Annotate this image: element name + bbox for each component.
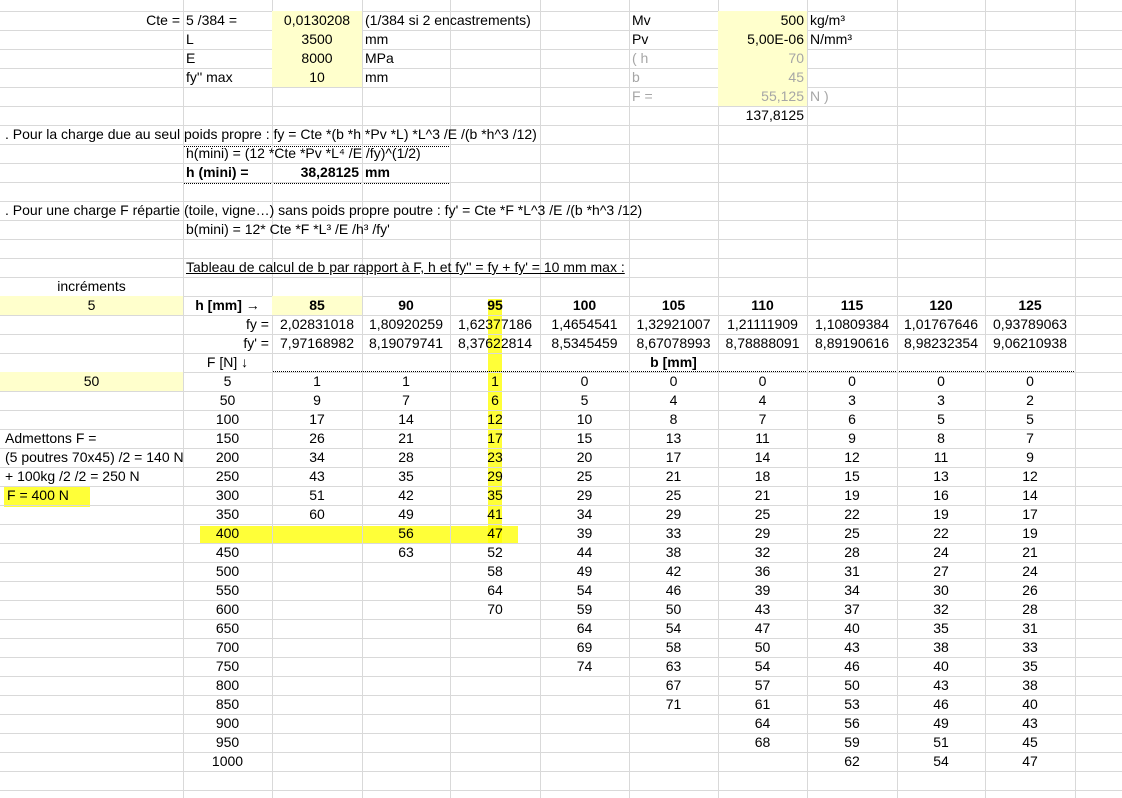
b-axis-label[interactable]: b [mm] — [650, 354, 697, 370]
b-value[interactable]: 0 — [669, 373, 678, 389]
b-value[interactable]: 5 — [1026, 411, 1034, 427]
param-name[interactable]: 5 /384 = — [186, 12, 237, 28]
fyp-value[interactable]: 8,19079741 — [369, 335, 443, 351]
b-value[interactable]: 23 — [487, 449, 503, 465]
param-name[interactable]: E — [186, 50, 196, 66]
f-start-value-input[interactable]: 50 — [0, 372, 183, 391]
f-value[interactable]: 550 — [215, 582, 240, 598]
h-value-125[interactable]: 125 — [1018, 297, 1042, 313]
hmini-value[interactable]: 38,28125 — [300, 164, 359, 180]
h-value-90[interactable]: 90 — [398, 297, 414, 313]
b-value[interactable]: 34 — [576, 506, 593, 522]
param-right-value[interactable]: 500 — [718, 11, 807, 30]
fy-value[interactable]: 0,93789063 — [993, 316, 1067, 332]
b-value[interactable]: 47 — [487, 525, 503, 541]
b-value[interactable]: 47 — [754, 620, 771, 636]
fyp-label[interactable]: fy' = — [243, 335, 269, 351]
hmini-unit[interactable]: mm — [365, 164, 390, 180]
b-value[interactable]: 11 — [933, 449, 949, 465]
f-value[interactable]: 100 — [215, 411, 240, 427]
b-value[interactable]: 17 — [665, 449, 682, 465]
b-value[interactable]: 13 — [665, 430, 682, 446]
b-value[interactable]: 59 — [844, 734, 860, 750]
param-right-value[interactable]: 137,8125 — [745, 107, 804, 123]
param-right-value[interactable]: 70 — [718, 49, 807, 68]
b-value[interactable]: 46 — [844, 658, 860, 674]
b-value[interactable]: 53 — [844, 696, 860, 712]
f-axis-label[interactable]: F [N] ↓ — [206, 354, 249, 370]
b-value[interactable]: 17 — [309, 411, 325, 427]
b-value[interactable]: 31 — [1022, 620, 1038, 636]
b-value[interactable]: 22 — [933, 525, 949, 541]
f-value[interactable]: 600 — [215, 601, 240, 617]
b-value[interactable]: 9 — [1026, 449, 1034, 465]
b-value[interactable]: 30 — [933, 582, 949, 598]
param-unit[interactable]: (1/384 si 2 encastrements) — [365, 12, 531, 28]
table-title[interactable]: Tableau de calcul de b par rapport à F, h et fy'' = fy + fy' = 10 mm max : — [186, 259, 625, 275]
fy-value[interactable]: 1,32921007 — [636, 316, 711, 332]
b-value[interactable]: 64 — [576, 620, 593, 636]
b-value[interactable]: 74 — [576, 658, 593, 674]
increments-label[interactable]: incréments — [57, 278, 126, 294]
b-value[interactable]: 18 — [754, 468, 771, 484]
b-value[interactable]: 51 — [933, 734, 949, 750]
b-value[interactable]: 43 — [754, 601, 771, 617]
b-value[interactable]: 29 — [665, 506, 682, 522]
param-unit[interactable]: mm — [365, 69, 389, 85]
f-value[interactable]: 950 — [215, 734, 240, 750]
b-value[interactable]: 35 — [487, 487, 503, 503]
b-value[interactable]: 7 — [402, 392, 410, 408]
param-right-unit[interactable]: N/mm³ — [810, 31, 852, 47]
b-value[interactable]: 38 — [933, 639, 949, 655]
text-charge-poids-propre[interactable]: . Pour la charge due au seul poids propre : fy = Cte *(b *h *Pv *L) *L^3 /E /(b *h^3 /12) — [5, 126, 537, 142]
b-value[interactable]: 38 — [1022, 677, 1038, 693]
param-right-unit[interactable]: kg/m³ — [810, 12, 845, 28]
b-value[interactable]: 0 — [937, 373, 945, 389]
f-value[interactable]: 850 — [215, 696, 240, 712]
b-value[interactable]: 49 — [933, 715, 949, 731]
b-value[interactable]: 59 — [576, 601, 593, 617]
fy-value[interactable]: 1,4654541 — [551, 316, 618, 332]
b-value[interactable]: 15 — [844, 468, 860, 484]
b-value[interactable]: 7 — [1026, 430, 1034, 446]
h-value-95[interactable]: 95 — [487, 297, 503, 313]
fyp-value[interactable]: 8,89190616 — [815, 335, 889, 351]
b-value[interactable]: 50 — [844, 677, 860, 693]
grid-col-line — [1075, 0, 1076, 798]
b-value[interactable]: 63 — [665, 658, 682, 674]
b-value[interactable]: 50 — [665, 601, 682, 617]
param-value-input[interactable]: 0,0130208 — [272, 11, 362, 30]
b-value[interactable]: 1 — [313, 373, 321, 389]
fy-value[interactable]: 2,02831018 — [280, 316, 354, 332]
b-value[interactable]: 60 — [309, 506, 325, 522]
b-value[interactable]: 41 — [487, 506, 503, 522]
f-value[interactable]: 350 — [215, 506, 240, 522]
b-value[interactable]: 50 — [754, 639, 771, 655]
b-value[interactable]: 4 — [758, 392, 767, 408]
b-value[interactable]: 5 — [580, 392, 589, 408]
b-value[interactable]: 21 — [398, 430, 414, 446]
b-value[interactable]: 43 — [309, 468, 325, 484]
f-value[interactable]: 200 — [215, 449, 240, 465]
b-value[interactable]: 38 — [665, 544, 682, 560]
fy-value[interactable]: 1,62377186 — [458, 316, 532, 332]
b-value[interactable]: 4 — [669, 392, 678, 408]
f-value[interactable]: 400 — [215, 525, 240, 541]
b-value[interactable]: 26 — [309, 430, 325, 446]
b-value[interactable]: 1 — [402, 373, 410, 389]
b-value[interactable]: 40 — [933, 658, 949, 674]
fyp-value[interactable]: 8,5345459 — [551, 335, 618, 351]
f-value[interactable]: 650 — [215, 620, 240, 636]
param-unit[interactable]: mm — [365, 31, 389, 47]
note-plus-charge[interactable]: + 100kg /2 /2 = 250 N — [5, 468, 140, 484]
b-value[interactable]: 34 — [309, 449, 325, 465]
b-value[interactable]: 29 — [487, 468, 503, 484]
grid-row-line — [0, 87, 1122, 88]
f-value[interactable]: 900 — [215, 715, 240, 731]
b-value[interactable]: 39 — [576, 525, 593, 541]
b-value[interactable]: 51 — [309, 487, 325, 503]
b-value[interactable]: 64 — [754, 715, 771, 731]
b-value[interactable]: 28 — [1022, 601, 1038, 617]
b-value[interactable]: 19 — [1022, 525, 1038, 541]
b-value[interactable]: 39 — [754, 582, 771, 598]
fyp-value[interactable]: 7,97168982 — [280, 335, 354, 351]
b-value[interactable]: 35 — [1022, 658, 1038, 674]
b-value[interactable]: 52 — [487, 544, 503, 560]
b-value[interactable]: 64 — [487, 582, 503, 598]
b-value[interactable]: 16 — [933, 487, 949, 503]
grid-row-line — [0, 239, 1122, 240]
b-value[interactable]: 13 — [933, 468, 949, 484]
fyp-value[interactable]: 8,98232354 — [904, 335, 978, 351]
b-value[interactable]: 63 — [398, 544, 414, 560]
b-value[interactable]: 54 — [754, 658, 771, 674]
b-value[interactable]: 24 — [933, 544, 949, 560]
b-value[interactable]: 45 — [1022, 734, 1038, 750]
b-value[interactable]: 49 — [576, 563, 593, 579]
param-unit[interactable]: MPa — [365, 50, 394, 66]
b-value[interactable]: 42 — [398, 487, 414, 503]
b-value[interactable]: 24 — [1022, 563, 1038, 579]
param-right-name[interactable]: ( h — [632, 50, 649, 66]
b-value[interactable]: 58 — [665, 639, 682, 655]
param-right-value[interactable]: 45 — [718, 68, 807, 87]
param-right-name[interactable]: b — [632, 69, 640, 85]
b-value[interactable]: 33 — [665, 525, 682, 541]
f-value[interactable]: 700 — [215, 639, 240, 655]
b-value[interactable]: 49 — [398, 506, 414, 522]
param-right-value[interactable]: 55,125 — [718, 87, 807, 106]
b-value[interactable]: 61 — [754, 696, 771, 712]
fyp-value[interactable]: 8,37622814 — [458, 335, 532, 351]
b-value[interactable]: 10 — [576, 411, 593, 427]
b-value[interactable]: 27 — [933, 563, 949, 579]
b-value[interactable]: 6 — [491, 392, 499, 408]
b-value[interactable]: 14 — [398, 411, 414, 427]
b-value[interactable]: 31 — [844, 563, 860, 579]
b-value[interactable]: 58 — [487, 563, 503, 579]
b-value[interactable]: 12 — [487, 411, 503, 427]
b-value[interactable]: 25 — [754, 506, 771, 522]
b-value[interactable]: 35 — [398, 468, 414, 484]
h-value-110[interactable]: 110 — [751, 297, 774, 313]
b-value[interactable]: 3 — [937, 392, 945, 408]
b-value[interactable]: 14 — [754, 449, 771, 465]
b-value[interactable]: 68 — [754, 734, 771, 750]
f-value[interactable]: 5 — [223, 373, 232, 389]
fy-label[interactable]: fy = — [246, 316, 269, 332]
b-value[interactable]: 44 — [576, 544, 593, 560]
b-value[interactable]: 19 — [844, 487, 860, 503]
b-value[interactable]: 0 — [758, 373, 767, 389]
b-value[interactable]: 54 — [665, 620, 682, 636]
b-value[interactable]: 1 — [491, 373, 499, 389]
f-value[interactable]: 300 — [215, 487, 240, 503]
param-right-value[interactable]: 5,00E-06 — [718, 30, 807, 49]
fy-value[interactable]: 1,21111909 — [727, 316, 798, 332]
b-value[interactable]: 54 — [933, 753, 949, 769]
grid-row-line — [0, 106, 1122, 107]
b-value[interactable]: 35 — [933, 620, 949, 636]
b-value[interactable]: 43 — [1022, 715, 1038, 731]
grid-row-line — [0, 163, 1122, 164]
b-value[interactable]: 40 — [1022, 696, 1038, 712]
b-value[interactable]: 7 — [758, 411, 767, 427]
b-value[interactable]: 29 — [576, 487, 593, 503]
b-value[interactable]: 37 — [844, 601, 860, 617]
f-value[interactable]: 1000 — [211, 753, 244, 769]
b-value[interactable]: 9 — [848, 430, 856, 446]
b-value[interactable]: 2 — [1026, 392, 1034, 408]
b-value[interactable]: 43 — [933, 677, 949, 693]
b-value[interactable]: 29 — [754, 525, 771, 541]
b-value[interactable]: 21 — [1022, 544, 1038, 560]
param-right-name[interactable]: Pv — [632, 31, 649, 47]
b-value[interactable]: 36 — [754, 563, 771, 579]
b-value[interactable]: 56 — [844, 715, 860, 731]
b-value[interactable]: 11 — [755, 430, 770, 446]
b-value[interactable]: 46 — [933, 696, 949, 712]
f-value[interactable]: 150 — [215, 430, 240, 446]
b-value[interactable]: 5 — [937, 411, 945, 427]
fyp-value[interactable]: 8,67078993 — [636, 335, 711, 351]
f-value[interactable]: 750 — [215, 658, 240, 674]
b-value[interactable]: 25 — [844, 525, 860, 541]
increments-value-input[interactable]: 5 — [0, 296, 183, 315]
b-value[interactable]: 19 — [933, 506, 949, 522]
h-value-100[interactable]: 100 — [572, 297, 597, 313]
b-value[interactable]: 40 — [844, 620, 860, 636]
h-axis-label[interactable]: h [mm] → — [195, 297, 260, 313]
b-value[interactable]: 42 — [665, 563, 682, 579]
b-value[interactable]: 32 — [933, 601, 949, 617]
b-value[interactable]: 3 — [848, 392, 856, 408]
param-name[interactable]: L — [186, 31, 194, 47]
fy-value[interactable]: 1,01767646 — [904, 316, 978, 332]
b-value[interactable]: 21 — [665, 468, 682, 484]
b-value[interactable]: 26 — [1022, 582, 1038, 598]
h-value-85[interactable]: 85 — [272, 296, 362, 315]
b-value[interactable]: 25 — [576, 468, 593, 484]
b-value[interactable]: 25 — [665, 487, 682, 503]
grid-row-line — [0, 790, 1122, 791]
b-value[interactable]: 21 — [754, 487, 771, 503]
b-value[interactable]: 20 — [576, 449, 593, 465]
f-value[interactable]: 450 — [215, 544, 240, 560]
f-value[interactable]: 800 — [215, 677, 240, 693]
b-value[interactable]: 47 — [1022, 753, 1038, 769]
fy-value[interactable]: 1,80920259 — [369, 316, 443, 332]
b-value[interactable]: 17 — [1022, 506, 1038, 522]
note-poutres[interactable]: (5 poutres 70x45) /2 = 140 N — [5, 449, 184, 465]
fyp-value[interactable]: 9,06210938 — [993, 335, 1067, 351]
b-value[interactable]: 0 — [1026, 373, 1034, 389]
param-right-unit[interactable]: N ) — [810, 88, 829, 104]
param-right-name[interactable]: F = — [632, 88, 653, 104]
hmini-label[interactable]: h (mini) = — [186, 164, 249, 180]
b-value[interactable]: 69 — [576, 639, 593, 655]
b-value[interactable]: 32 — [754, 544, 771, 560]
param-value-input[interactable]: 10 — [272, 68, 362, 87]
param-name[interactable]: fy'' max — [186, 69, 233, 85]
b-value[interactable]: 67 — [665, 677, 682, 693]
b-value[interactable]: 57 — [754, 677, 771, 693]
b-value[interactable]: 54 — [576, 582, 593, 598]
b-value[interactable]: 0 — [848, 373, 856, 389]
b-value[interactable]: 62 — [844, 753, 860, 769]
b-value[interactable]: 14 — [1022, 487, 1038, 503]
b-value[interactable]: 34 — [844, 582, 860, 598]
b-value[interactable]: 46 — [665, 582, 682, 598]
text-hmini-formula[interactable]: h(mini) = (12 *Cte *Pv *L⁴ /E /fy)^(1/2) — [186, 145, 421, 161]
b-value[interactable]: 70 — [487, 601, 503, 617]
f-value[interactable]: 500 — [215, 563, 240, 579]
b-value[interactable]: 9 — [313, 392, 321, 408]
f-value[interactable]: 50 — [219, 392, 236, 408]
grid-row-line — [0, 182, 1122, 183]
b-value[interactable]: 15 — [576, 430, 593, 446]
b-value[interactable]: 71 — [665, 696, 682, 712]
b-value[interactable]: 12 — [1022, 468, 1038, 484]
b-value[interactable]: 17 — [487, 430, 503, 446]
b-value[interactable]: 56 — [398, 525, 414, 541]
note-result-f400[interactable]: F = 400 N — [7, 487, 69, 503]
b-value[interactable]: 28 — [398, 449, 414, 465]
b-value[interactable]: 12 — [844, 449, 860, 465]
grid-row-line — [0, 771, 1122, 772]
b-value[interactable]: 6 — [848, 411, 856, 427]
h-value-105[interactable]: 105 — [661, 297, 686, 313]
note-admettons[interactable]: Admettons F = — [5, 430, 97, 446]
b-value[interactable]: 0 — [580, 373, 589, 389]
f-value[interactable]: 250 — [215, 468, 240, 484]
text-charge-repartie[interactable]: . Pour une charge F répartie (toile, vigne…) sans poids propre poutre : fy' = Cte *F *L^3 /E /(b *h^3 /12) — [5, 202, 643, 218]
fyp-value[interactable]: 8,78888091 — [725, 335, 800, 351]
b-value[interactable]: 43 — [844, 639, 860, 655]
param-label-cte[interactable]: Cte = — [146, 12, 180, 28]
b-value[interactable]: 33 — [1022, 639, 1038, 655]
fy-value[interactable]: 1,10809384 — [815, 316, 889, 332]
text-bmini-formula[interactable]: b(mini) = 12* Cte *F *L³ /E /h³ /fy' — [186, 221, 390, 237]
b-value[interactable]: 28 — [844, 544, 860, 560]
h-value-115[interactable]: 115 — [840, 297, 864, 313]
h-value-120[interactable]: 120 — [929, 297, 953, 313]
b-value[interactable]: 8 — [669, 411, 678, 427]
param-right-name[interactable]: Mv — [632, 12, 651, 28]
param-value-input[interactable]: 8000 — [272, 49, 362, 68]
b-value[interactable]: 22 — [844, 506, 860, 522]
b-value[interactable]: 8 — [937, 430, 945, 446]
param-value-input[interactable]: 3500 — [272, 30, 362, 49]
